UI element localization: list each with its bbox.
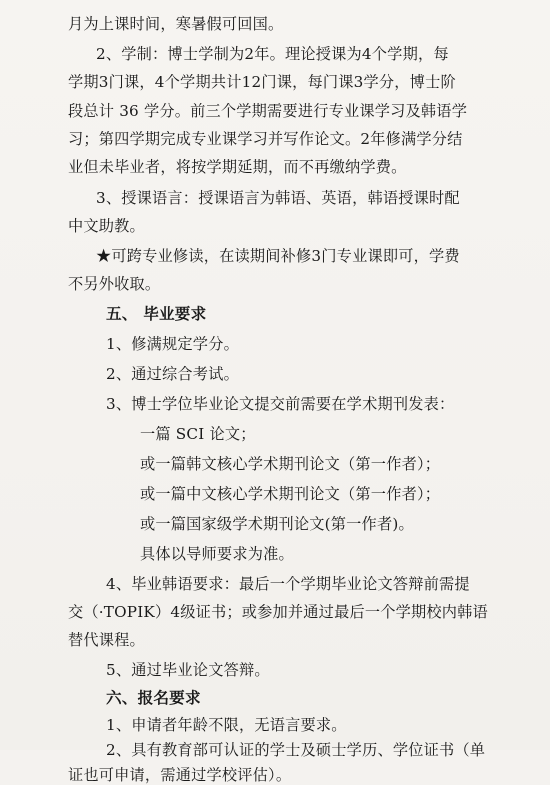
text-line: 具体以导师要求为准。	[140, 545, 294, 563]
text-line: 或一篇韩文核心学术期刊论文（第一作者）；	[140, 455, 441, 473]
section-heading: 六、报名要求	[106, 688, 201, 707]
text-line: 证也可申请，需通过学校评估）。	[68, 766, 292, 784]
text-line: ★可跨专业修读，在读期间补修3门专业课即可，学费	[96, 247, 460, 265]
text-line: 一篇 SCI 论文；	[140, 425, 256, 443]
text-line: 2、具有教育部可认证的学士及硕士学历、学位证书（单	[106, 741, 486, 759]
text-line: 习；第四学期完成专业课学习并写作论文。2年修满学分结	[68, 130, 463, 148]
text-line: 或一篇国家级学术期刊论文(第一作者)。	[140, 515, 414, 533]
text-line: 中文助教。	[68, 217, 145, 235]
text-line: 1、修满规定学分。	[106, 335, 239, 353]
text-line: 4、毕业韩语要求：最后一个学期毕业论文答辩前需提	[106, 575, 470, 593]
section-heading: 五、 毕业要求	[106, 304, 207, 323]
text-line: 5、通过毕业论文答辩。	[106, 661, 270, 679]
text-line: 月为上课时间，寒暑假可回国。	[68, 15, 284, 33]
text-line: 交（·TOPIK）4级证书；或参加并通过最后一个学期校内韩语	[68, 603, 488, 621]
text-line: 不另外收取。	[68, 275, 161, 293]
text-line: 2、学制：博士学制为2年。理论授课为4个学期，每	[96, 45, 449, 63]
text-line: 或一篇中文核心学术期刊论文（第一作者）；	[140, 485, 441, 503]
text-line: 替代课程。	[68, 631, 145, 649]
text-line: 1、申请者年龄不限，无语言要求。	[106, 716, 347, 734]
text-line: 业但未毕业者，将按学期延期，而不再缴纳学费。	[68, 158, 407, 176]
text-line: 2、通过综合考试。	[106, 365, 239, 383]
text-line: 学期3门课，4个学期共计12门课，每门课3学分，博士阶	[68, 73, 456, 91]
text-line: 段总计 36 学分。前三个学期需要进行专业课学习及韩语学	[68, 102, 468, 120]
text-line: 3、授课语言：授课语言为韩语、英语，韩语授课时配	[96, 189, 460, 207]
text-line: 3、博士学位毕业论文提交前需要在学术期刊发表：	[106, 395, 455, 413]
